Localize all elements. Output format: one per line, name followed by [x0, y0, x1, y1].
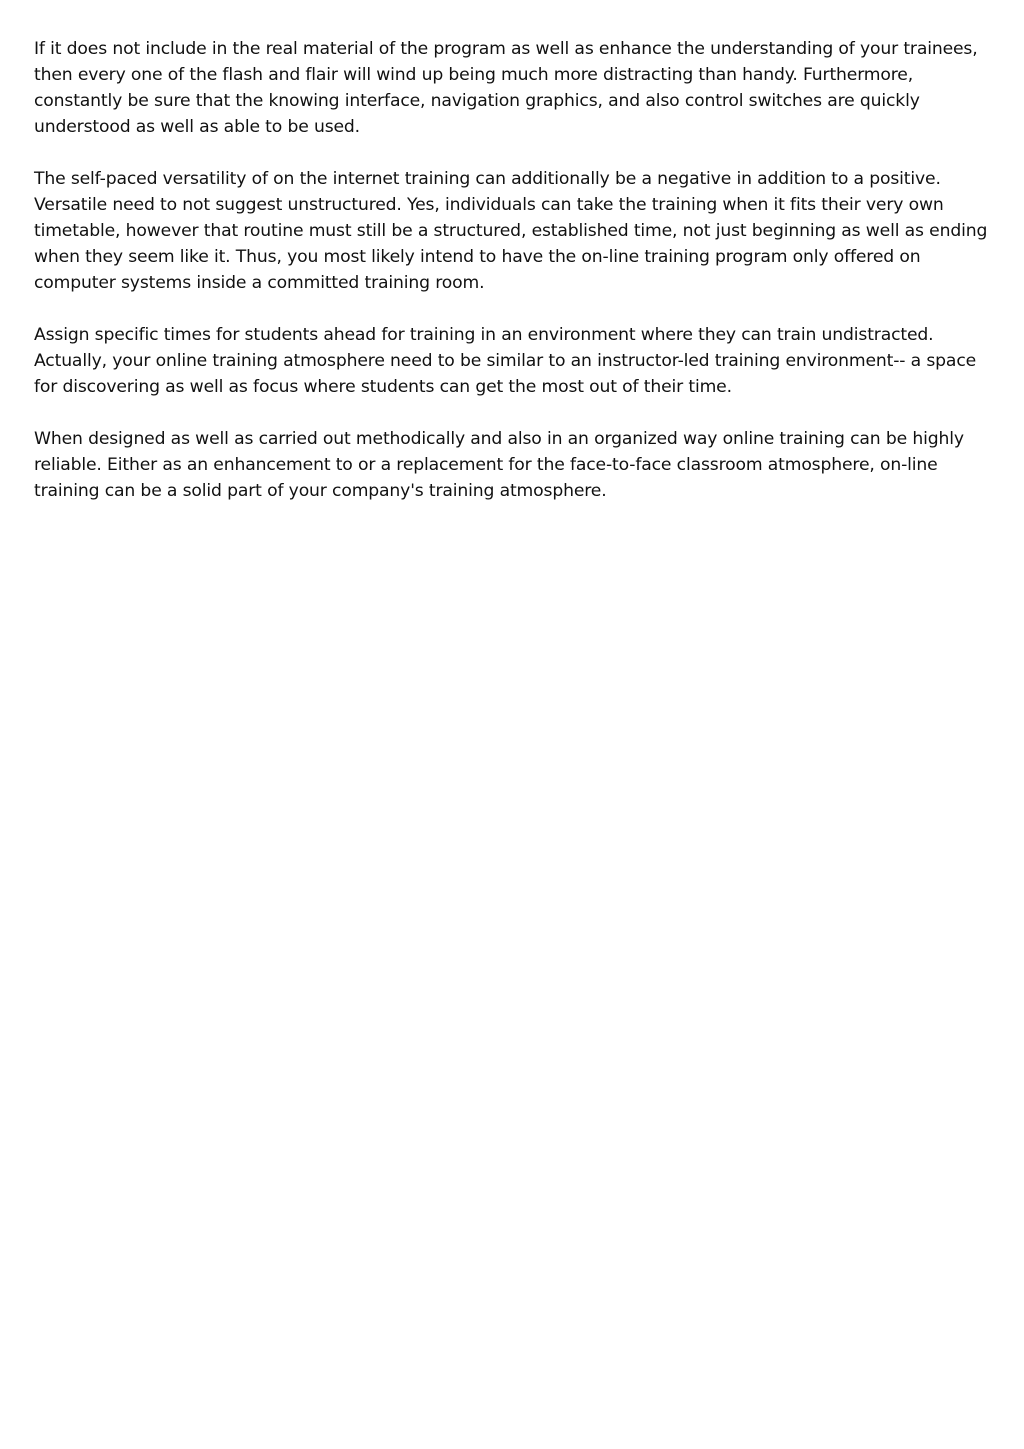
paragraph-2: The self-paced versatility of on the internet training can additionally be a negative in addition to a positive. Versatile need to not suggest unstructured. Yes, individuals can take the training when it fits their very own timetable, however that routine must still be a structured, established time, not just beginning as well as ending when they seem like it. Thus, you most likely intend to have the on-line training program only offered on computer systems inside a committed training room. — [34, 169, 988, 293]
paragraph-1: If it does not include in the real material of the program as well as enhance the understanding of your trainees, then every one of the flash and flair will wind up being much more distracting than handy. Furthermore, constantly be sure that the knowing interface, navigation graphics, and also control switches are quickly understood as well as able to be used. — [34, 39, 978, 137]
paragraph-4: When designed as well as carried out methodically and also in an organized way online training can be highly reliable. Either as an enhancement to or a replacement for the face-to-face classroom atmosphere, on-line training can be a solid part of your company's training atmosphere. — [34, 429, 964, 501]
paragraph-3: Assign specific times for students ahead for training in an environment where they can train undistracted. Actually, your online training atmosphere need to be similar to an instructor-led training environment-- a space for discovering as well as focus where students can get the most out of their time. — [34, 325, 977, 397]
document-body — [34, 36, 994, 530]
